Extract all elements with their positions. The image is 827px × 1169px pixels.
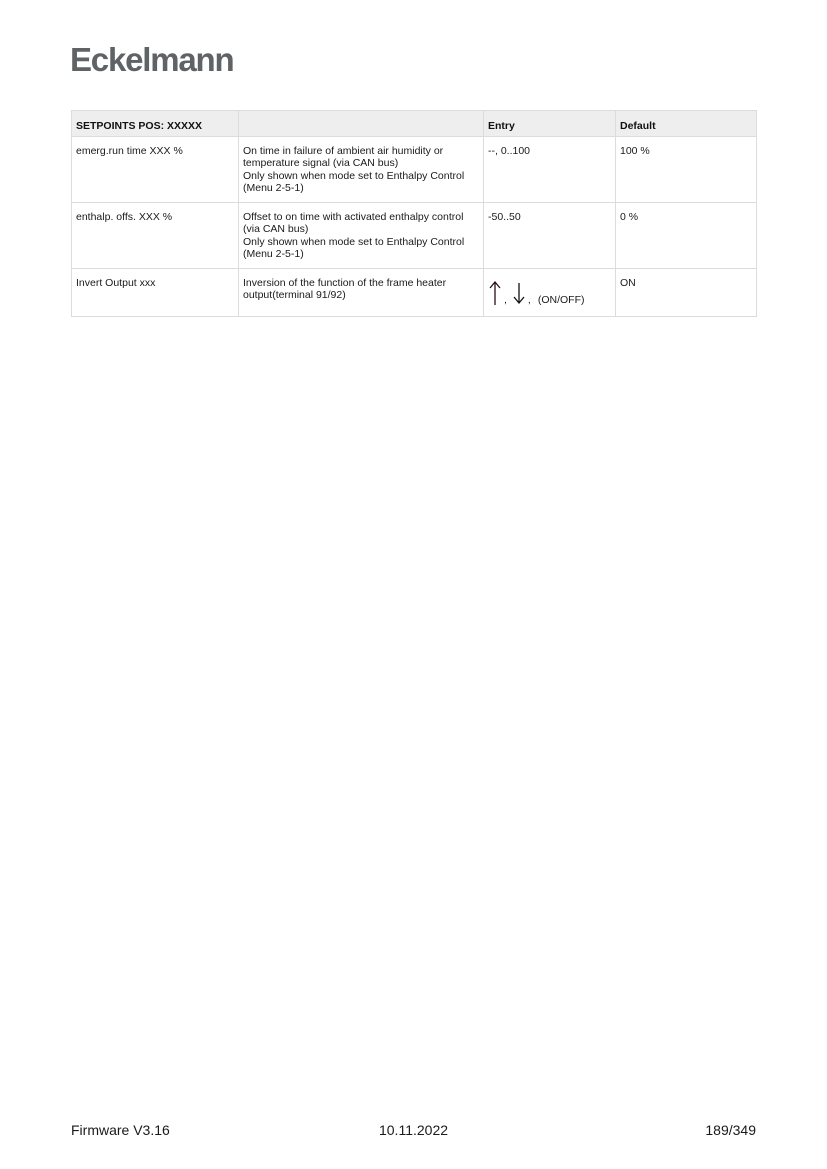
column-header-setpoints: SETPOINTS POS: XXXXX bbox=[72, 111, 239, 137]
setpoint-entry bbox=[484, 269, 616, 317]
setpoint-entry: --, 0..100 bbox=[484, 137, 616, 203]
description-line: temperature signal (via CAN bus) bbox=[243, 157, 399, 170]
setpoint-entry: -50..50 bbox=[484, 203, 616, 269]
description-line: (Menu 2-5-1) bbox=[243, 247, 304, 260]
description-line: Only shown when mode set to Enthalpy Control bbox=[243, 235, 465, 248]
footer-firmware: Firmware V3.16 bbox=[71, 1122, 170, 1138]
description-line: Offset to on time with activated enthalpy control bbox=[243, 211, 464, 224]
setpoint-default: 0 % bbox=[616, 203, 757, 269]
arrow-up-icon bbox=[488, 280, 502, 306]
column-header-description bbox=[239, 111, 484, 137]
setpoint-default: ON bbox=[616, 269, 757, 317]
description-line: Only shown when mode set to Enthalpy Control bbox=[243, 169, 465, 182]
setpoint-name: enthalp. offs. XXX % bbox=[72, 203, 239, 269]
description-line: output(terminal 91/92) bbox=[243, 289, 346, 302]
entry-suffix: (ON/OFF) bbox=[537, 294, 585, 306]
description-line: (Menu 2-5-1) bbox=[243, 181, 304, 194]
table-row bbox=[72, 137, 757, 203]
table-header-row bbox=[72, 111, 757, 137]
description-line: Inversion of the function of the frame heater bbox=[243, 277, 447, 290]
column-header-default: Default bbox=[616, 111, 757, 137]
column-header-entry: Entry bbox=[484, 111, 616, 137]
footer-date: 10.11.2022 bbox=[378, 1122, 449, 1138]
setpoints-table bbox=[71, 110, 757, 317]
entry-arrow-keys bbox=[488, 278, 585, 306]
setpoint-name: emerg.run time XXX % bbox=[72, 137, 239, 203]
table-row bbox=[72, 203, 757, 269]
setpoint-default: 100 % bbox=[616, 137, 757, 203]
setpoint-description bbox=[239, 137, 484, 203]
arrow-down-icon bbox=[512, 280, 526, 306]
eckelmann-logo: Eckelmann bbox=[70, 41, 234, 78]
description-line: (via CAN bus) bbox=[243, 223, 309, 236]
description-line: On time in failure of ambient air humidity or bbox=[243, 145, 444, 158]
entry-separator: , bbox=[527, 294, 531, 306]
footer-page-number: 189/349 bbox=[705, 1122, 756, 1138]
setpoint-description bbox=[239, 203, 484, 269]
setpoint-name: Invert Output xxx bbox=[72, 269, 239, 317]
entry-separator: , bbox=[504, 294, 507, 306]
setpoint-description bbox=[239, 269, 484, 317]
table-row bbox=[72, 269, 757, 317]
